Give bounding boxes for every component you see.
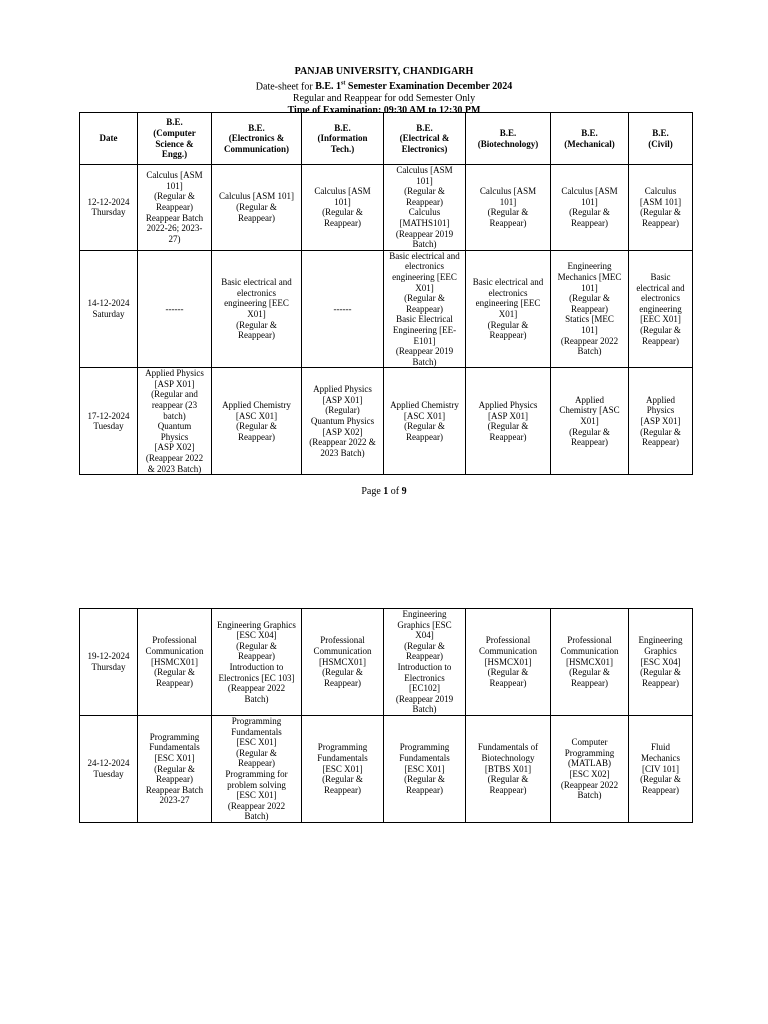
exam-subject-cell: Programming Fundamentals [ESC X01] (Regular & Reappear) Reappear Batch 2023-27: [138, 715, 212, 822]
exam-subject-cell: Applied Physics [ASP X01] (Regular & Reappear): [466, 368, 551, 475]
exam-time: Time of Examination: 09:30 AM to 12:30 PM: [287, 105, 481, 117]
datesheet-title: Date-sheet for B.E. 1st Semester Examination December 2024: [255, 81, 513, 93]
exam-subject-cell: Programming Fundamentals [ESC X01] (Regular & Reappear) Programming for problem solving [ESC X01] (Reappear 2022 Batch): [212, 715, 302, 822]
column-header-branch: B.E. (Computer Science & Engg.): [138, 113, 212, 165]
column-header-branch: B.E. (Electronics & Communication): [212, 113, 302, 165]
exam-subject-cell: Calculus [ASM 101] (Regular & Reappear) Reappear Batch 2022-26; 2023- 27): [138, 165, 212, 251]
exam-subject-cell: ------: [138, 250, 212, 368]
exam-subject-cell: Basic electrical and electronics engineering [EEC X01] (Regular & Reappear) Basic Electrical Engineering [EE- E101] (Reappear 2019 Batch): [384, 250, 466, 368]
datesheet-subtitle: Regular and Reappear for odd Semester Only: [292, 93, 476, 105]
exam-subject-cell: Professional Communication [HSMCX01] (Regular & Reappear): [138, 609, 212, 716]
table-row: [80, 368, 693, 475]
exam-subject-cell: Professional Communication [HSMCX01] (Regular & Reappear): [551, 609, 629, 716]
exam-subject-cell: Calculus [ASM 101] (Regular & Reappear): [212, 165, 302, 251]
exam-subject-cell: Fluid Mechanics [CIV 101] (Regular & Reappear): [629, 715, 693, 822]
exam-subject-cell: Applied Chemistry [ASC X01] (Regular & Reappear): [212, 368, 302, 475]
column-header-date: Date: [80, 113, 138, 165]
column-header-branch: B.E. (Civil): [629, 113, 693, 165]
exam-subject-cell: Programming Fundamentals [ESC X01] (Regular & Reappear): [384, 715, 466, 822]
exam-subject-cell: Professional Communication [HSMCX01] (Regular & Reappear): [302, 609, 384, 716]
exam-date-cell: 14-12-2024 Saturday: [80, 250, 138, 368]
exam-subject-cell: Engineering Mechanics [MEC 101] (Regular & Reappear) Statics [MEC 101] (Reappear 2022 Batch): [551, 250, 629, 368]
exam-subject-cell: Engineering Graphics [ESC X04] (Regular & Reappear) Introduction to Electronics [EC 103] (Reappear 2022 Batch): [212, 609, 302, 716]
exam-subject-cell: Fundamentals of Biotechnology [BTBS X01] (Regular & Reappear): [466, 715, 551, 822]
exam-subject-cell: Applied Chemistry [ASC X01] (Regular & Reappear): [384, 368, 466, 475]
exam-subject-cell: Calculus [ASM 101] (Regular & Reappear): [302, 165, 384, 251]
document-header: [0, 66, 768, 117]
exam-subject-cell: Calculus [ASM 101] (Regular & Reappear): [551, 165, 629, 251]
exam-subject-cell: Calculus [ASM 101] (Regular & Reappear): [629, 165, 693, 251]
exam-date-cell: 17-12-2024 Tuesday: [80, 368, 138, 475]
table-row: [80, 609, 693, 716]
exam-subject-cell: Applied Physics [ASP X01] (Regular & Reappear): [629, 368, 693, 475]
exam-date-cell: 24-12-2024 Tuesday: [80, 715, 138, 822]
exam-subject-cell: Applied Chemistry [ASC X01] (Regular & Reappear): [551, 368, 629, 475]
exam-subject-cell: ------: [302, 250, 384, 368]
exam-subject-cell: Basic electrical and electronics engineering [EEC X01] (Regular & Reappear): [212, 250, 302, 368]
table-row: [80, 250, 693, 368]
exam-subject-cell: Basic electrical and electronics engineering [EEC X01] (Regular & Reappear): [466, 250, 551, 368]
university-title: PANJAB UNIVERSITY, CHANDIGARH: [294, 66, 474, 77]
table-row: [80, 165, 693, 251]
column-header-branch: B.E. (Mechanical): [551, 113, 629, 165]
exam-date-cell: 12-12-2024 Thursday: [80, 165, 138, 251]
datesheet-table-page1: [79, 112, 693, 475]
table-row: [80, 715, 693, 822]
exam-subject-cell: Applied Physics [ASP X01] (Regular and reappear (23 batch) Quantum Physics [ASP X02] (Reappear 2022 & 2023 Batch): [138, 368, 212, 475]
exam-subject-cell: Applied Physics [ASP X01] (Regular) Quantum Physics [ASP X02] (Reappear 2022 & 2023 Batch): [302, 368, 384, 475]
datesheet-table-page2: [79, 608, 693, 823]
exam-subject-cell: Calculus [ASM 101] (Regular & Reappear): [466, 165, 551, 251]
exam-subject-cell: Computer Programming (MATLAB) [ESC X02] (Reappear 2022 Batch): [551, 715, 629, 822]
exam-subject-cell: Calculus [ASM 101] (Regular & Reappear) Calculus [MATHS101] (Reappear 2019 Batch): [384, 165, 466, 251]
exam-subject-cell: Professional Communication [HSMCX01] (Regular & Reappear): [466, 609, 551, 716]
exam-subject-cell: Engineering Graphics [ESC X04] (Regular & Reappear) Introduction to Electronics [EC102] (Reappear 2019 Batch): [384, 609, 466, 716]
column-header-branch: B.E. (Information Tech.): [302, 113, 384, 165]
exam-subject-cell: Programming Fundamentals [ESC X01] (Regular & Reappear): [302, 715, 384, 822]
table-header-row: [80, 113, 693, 165]
column-header-branch: B.E. (Electrical & Electronics): [384, 113, 466, 165]
column-header-branch: B.E. (Biotechnology): [466, 113, 551, 165]
exam-subject-cell: Basic electrical and electronics engineering [EEC X01] (Regular & Reappear): [629, 250, 693, 368]
page-number: Page 1 of 9: [361, 486, 407, 497]
exam-subject-cell: Engineering Graphics [ESC X04] (Regular & Reappear): [629, 609, 693, 716]
exam-date-cell: 19-12-2024 Thursday: [80, 609, 138, 716]
